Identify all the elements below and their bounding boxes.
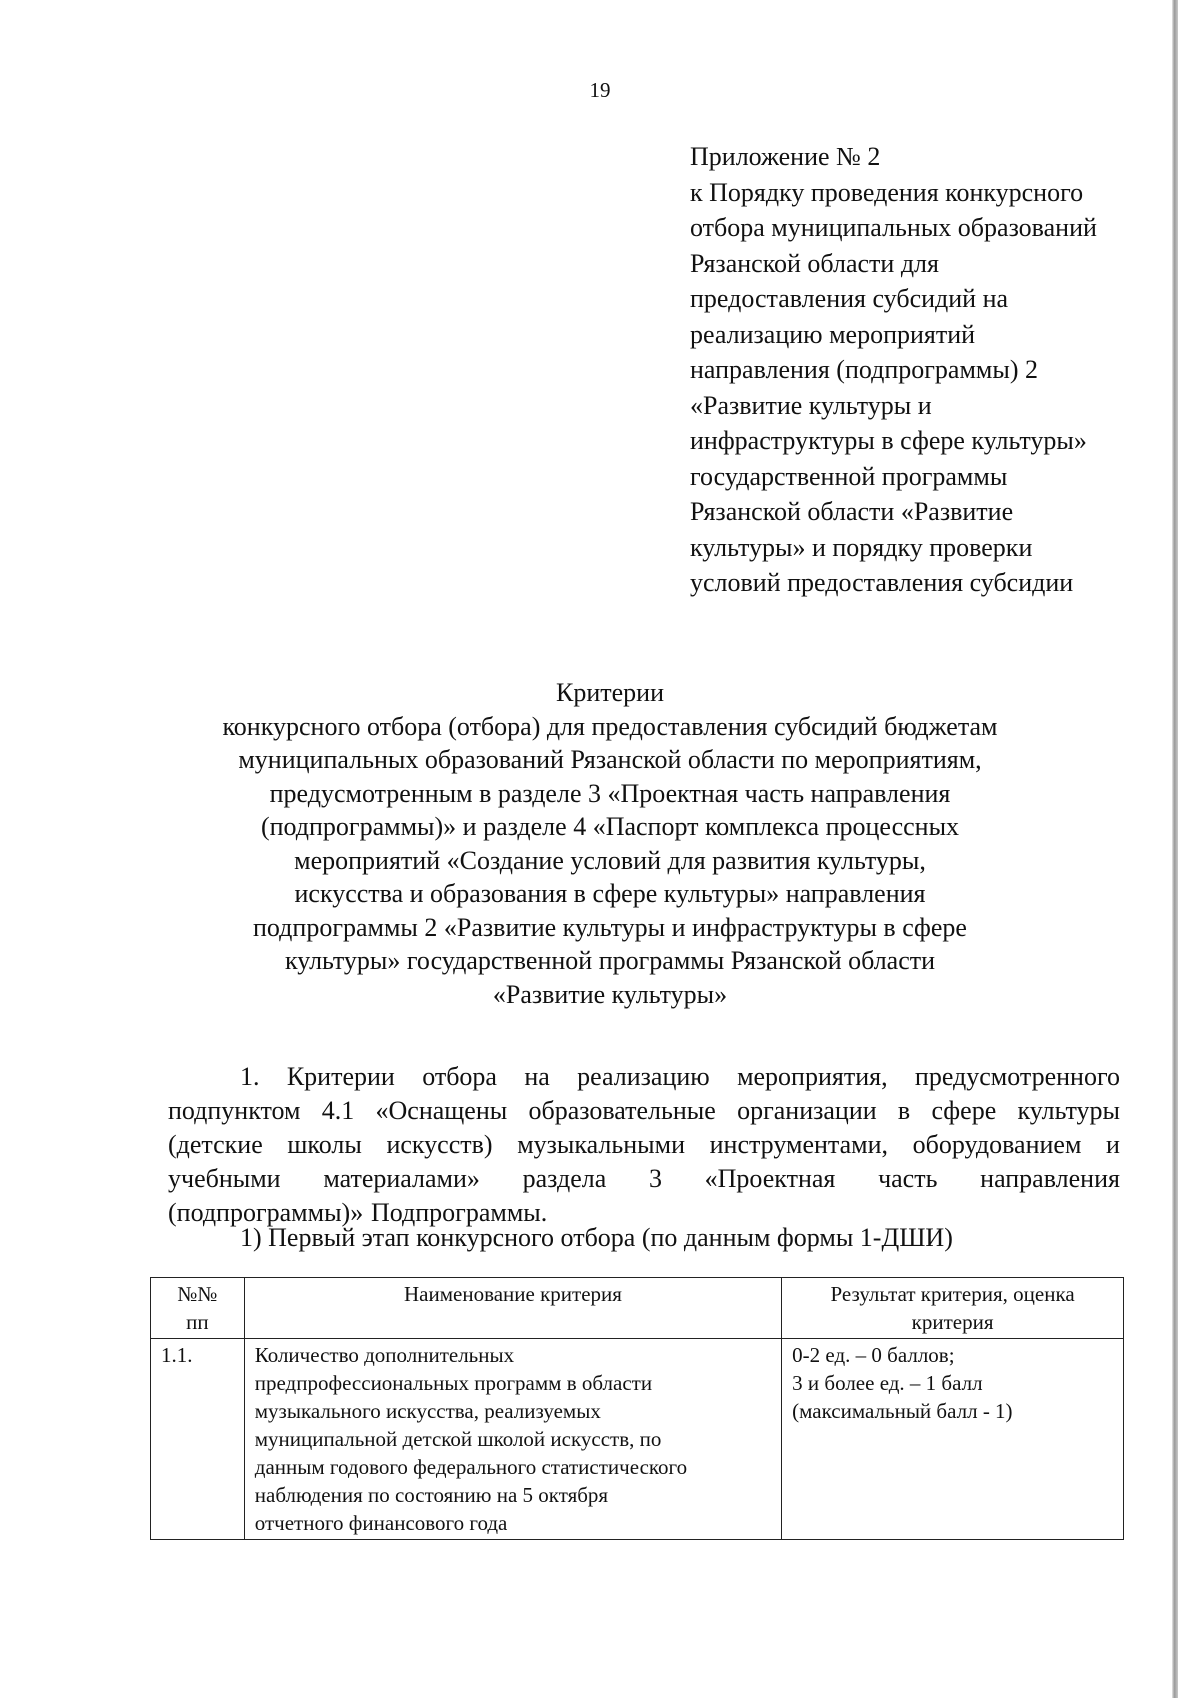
title-line: искусства и образования в сфере культуры» направления [294, 879, 926, 908]
stage-subheading: 1) Первый этап конкурсного отбора (по данным формы 1-ДШИ) [240, 1223, 953, 1252]
paragraph-word: (детские [168, 1130, 263, 1159]
header-number [151, 1278, 245, 1339]
paragraph-word: (подпрограммы)» [168, 1198, 364, 1227]
paragraph-word: Подпрограммы. [371, 1198, 548, 1227]
result-line: 0-2 ед. – 0 баллов; [792, 1343, 955, 1367]
paragraph-word: 4.1 [321, 1096, 355, 1125]
criterion-line: Количество дополнительных [254, 1343, 515, 1367]
appendix-line: Приложение № 2 [690, 142, 881, 171]
paragraph-word: сфере [931, 1096, 997, 1125]
row-criterion-name [244, 1339, 781, 1540]
appendix-line: к Порядку проведения конкурсного [690, 177, 1084, 207]
paragraph-word: культуры [1017, 1096, 1120, 1125]
paragraph-word: 1. [240, 1062, 260, 1091]
paragraph-word: учебными [168, 1164, 281, 1193]
paragraph-word: музыкальными [517, 1130, 685, 1159]
paragraph-line [168, 1162, 1120, 1196]
paragraph-word: отбора [422, 1062, 497, 1091]
table-header-row [151, 1278, 1124, 1339]
title-line: Критерии [556, 678, 664, 707]
paragraph-word: подпунктом [168, 1096, 301, 1125]
paragraph-word: «Оснащены [375, 1096, 508, 1125]
paragraph-word: реализацию [577, 1062, 710, 1091]
title-line: «Развитие культуры» [492, 979, 728, 1009]
appendix-line: государственной программы [690, 461, 1008, 491]
header-result [782, 1278, 1124, 1339]
result-line: 3 и более ед. – 1 балл [792, 1371, 983, 1395]
title-line: мероприятий «Создание условий для развития культуры, [294, 845, 926, 875]
paragraph-word: 3 [648, 1164, 662, 1193]
paragraph-word: искусств) [386, 1130, 493, 1159]
criterion-line: отчетного финансового года [254, 1511, 508, 1535]
paragraph-word: школы [287, 1130, 362, 1159]
title-line: конкурсного отбора (отбора) для предоставления субсидий бюджетам [222, 711, 998, 741]
page-number: 19 [589, 78, 611, 102]
paragraph-word: инструментами, [709, 1130, 888, 1159]
header-result-line: Результат критерия, оценка [830, 1282, 1075, 1306]
paragraph-word: образовательные [528, 1096, 716, 1125]
paragraph-word: и [1106, 1130, 1120, 1159]
row-result [782, 1339, 1124, 1540]
criteria-paragraph [168, 1060, 1120, 1230]
paragraph-word: направления [980, 1164, 1120, 1193]
appendix-line: условий предоставления субсидии [690, 568, 1074, 597]
paragraph-word: предусмотренного [914, 1062, 1120, 1091]
title-line: культуры» государственной программы Рязанской области [284, 946, 936, 975]
criterion-line: данным годового федерального статистического [254, 1455, 688, 1479]
table-row [151, 1339, 1124, 1540]
result-line: (максимальный балл - 1) [792, 1399, 1013, 1423]
header-criterion-name: Наименование критерия [244, 1278, 781, 1339]
paragraph-word: в [897, 1096, 911, 1125]
appendix-line: предоставления субсидий на [690, 284, 1009, 313]
appendix-line: отбора муниципальных образований [690, 213, 1097, 242]
header-result-line: критерия [911, 1310, 994, 1334]
appendix-line: Рязанской области для [690, 248, 939, 278]
paragraph-word: материалами» [323, 1164, 480, 1193]
title-line: (подпрограммы)» и разделе 4 «Паспорт комплекса процессных [260, 812, 960, 841]
appendix-block [690, 139, 1170, 601]
title-line: предусмотренным в разделе 3 «Проектная часть направления [269, 778, 951, 808]
title-line: муниципальных образований Рязанской области по мероприятиям, [238, 745, 982, 774]
criteria-table [150, 1277, 1124, 1540]
criterion-line: предпрофессиональных программ в области [254, 1371, 653, 1395]
appendix-line: Рязанской области «Развитие [690, 497, 1014, 526]
title-line: подпрограммы 2 «Развитие культуры и инфраструктуры в сфере [253, 912, 967, 942]
paragraph-word: часть [878, 1164, 938, 1193]
paragraph-word: на [524, 1062, 550, 1091]
row-number: 1.1. [151, 1339, 245, 1540]
paragraph-word: организации [737, 1096, 877, 1125]
paragraph-word: мероприятия, [737, 1062, 888, 1091]
appendix-line: культуры» и порядку проверки [690, 532, 1033, 562]
criteria-title [180, 676, 1040, 1011]
appendix-line: направления (подпрограммы) 2 [690, 355, 1039, 384]
header-number-line: №№ [177, 1282, 218, 1306]
appendix-line: реализацию мероприятий [690, 319, 976, 349]
paragraph-word: Критерии [286, 1062, 395, 1091]
scan-edge [1172, 0, 1178, 1698]
criterion-line: муниципальной детской школой искусств, по [254, 1427, 662, 1451]
paragraph-line [168, 1060, 1120, 1094]
paragraph-word: «Проектная [704, 1164, 836, 1193]
appendix-line: инфраструктуры в сфере культуры» [690, 426, 1087, 455]
appendix-line: «Развитие культуры и [690, 390, 932, 420]
criterion-line: наблюдения по состоянию на 5 октября [254, 1483, 609, 1507]
paragraph-line [168, 1094, 1120, 1128]
paragraph-word: раздела [522, 1164, 607, 1193]
paragraph-word: оборудованием [912, 1130, 1082, 1159]
paragraph-line [168, 1128, 1120, 1162]
header-number-line: пп [186, 1310, 209, 1334]
criterion-line: музыкального искусства, реализуемых [254, 1399, 601, 1423]
